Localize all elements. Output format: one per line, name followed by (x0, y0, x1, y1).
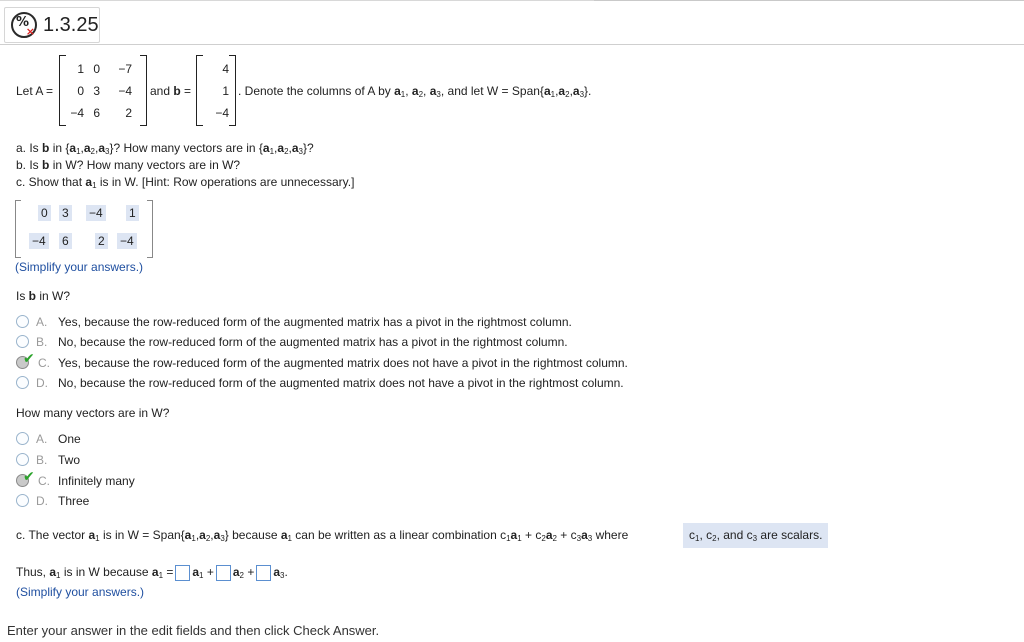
q1-option-b-radio[interactable] (16, 335, 29, 348)
let-a-label: Let A = (16, 84, 54, 98)
q1-option-d-radio[interactable] (16, 376, 29, 389)
matrix-a-cell: 0 (93, 62, 100, 76)
q2-option-letter: D. (36, 494, 48, 508)
q1-option-d-text[interactable]: No, because the row-reduced form of the augmented matrix does not have a pivot in the rightmost column. (58, 376, 624, 390)
augmented-cell: −4 (29, 233, 49, 249)
augmented-cell: 2 (95, 233, 108, 249)
q2-option-a-radio[interactable] (16, 432, 29, 445)
q2-option-d-text[interactable]: Three (58, 494, 90, 508)
matrix-a-cell: 1 (77, 62, 84, 76)
q1-option-letter: A. (36, 315, 48, 329)
augmented-cell: −4 (117, 233, 137, 249)
vector-b (196, 55, 236, 126)
q1-option-letter: C. (38, 356, 50, 370)
q2-option-d-radio[interactable] (16, 494, 29, 507)
q1-option-a-text[interactable]: Yes, because the row-reduced form of the augmented matrix has a pivot in the rightmost column. (58, 315, 572, 329)
scalars-note: $c_1$, $c_2$, and $c_3$ are scalars. (683, 523, 828, 548)
augmented-cell: 0 (38, 205, 51, 221)
q2-option-c-text[interactable]: Infinitely many (58, 474, 135, 488)
q2-option-letter: A. (36, 432, 48, 446)
denote-columns-text: . Denote the columns of A by $a_1$, $a_2$, $a_3$, and let $W = Span\{a_1,a_2,a_3\}$. (238, 84, 592, 99)
and-b-label: and b = (150, 84, 192, 98)
q1-option-letter: B. (36, 335, 48, 349)
question-c: c. Show that $a_1$ is in W. [Hint: Row operations are unnecessary.] (16, 175, 355, 190)
footer-instruction: Enter your answer in the edit fields and then click Check Answer. (7, 623, 380, 638)
coefficient-input-3[interactable] (256, 565, 271, 581)
header-divider (0, 44, 1024, 45)
coefficient-input-2[interactable] (216, 565, 231, 581)
question-header (4, 7, 100, 43)
matrix-a-cell: −7 (118, 62, 132, 76)
q1-option-c-text[interactable]: Yes, because the row-reduced form of the augmented matrix does not have a pivot in the rightmost column. (58, 356, 628, 370)
q2-prompt: How many vectors are in W? (16, 406, 170, 420)
matrix-a (59, 55, 147, 126)
vector-b-cell: 1 (222, 84, 229, 98)
matrix-a-cell: 2 (125, 106, 132, 120)
simplify-note: (Simplify your answers.) (16, 585, 145, 599)
check-icon: ✔ (23, 351, 35, 367)
vector-b-cell: 4 (222, 62, 229, 76)
check-icon: ✔ (23, 469, 35, 485)
matrix-a-cell: −4 (118, 84, 132, 98)
question-a: a. Is b in $\{a_1,a_2,a_3\}$? How many vectors are in $\{a_1,a_2,a_3\}$? (16, 141, 314, 156)
coefficient-input-1[interactable] (175, 565, 190, 581)
part-c-statement: c. The vector $a_1$ is in $W = Span\{a_1,a_2,a_3\}$ because $a_1$ can be written as a linear combination $c_1a_1 + c_2a_2 + c_3a_3$ where (16, 528, 629, 543)
partial-credit-icon: % × (11, 12, 37, 38)
matrix-a-cell: 0 (77, 84, 84, 98)
vector-b-cell: −4 (215, 106, 229, 120)
thus-statement: Thus, $a_1$ is in W because $a_1 = a_1 + a_2 + a_3$. (16, 565, 288, 581)
q2-option-b-radio[interactable] (16, 453, 29, 466)
simplify-note: (Simplify your answers.) (15, 260, 144, 274)
augmented-cell: 6 (59, 233, 72, 249)
q1-option-letter: D. (36, 376, 48, 390)
q1-option-b-text[interactable]: No, because the row-reduced form of the augmented matrix has a pivot in the rightmost column. (58, 335, 568, 349)
question-b: b. Is b in W? How many vectors are in W? (16, 158, 241, 172)
q2-option-letter: B. (36, 453, 48, 467)
question-number: 1.3.25 (43, 13, 99, 36)
q2-option-b-text[interactable]: Two (58, 453, 81, 467)
augmented-matrix (15, 200, 153, 258)
augmented-cell: 1 (126, 205, 139, 221)
matrix-a-cell: 3 (93, 84, 100, 98)
q2-option-letter: C. (38, 474, 50, 488)
augmented-cell: −4 (86, 205, 106, 221)
matrix-a-cell: −4 (70, 106, 84, 120)
matrix-a-cell: 6 (93, 106, 100, 120)
augmented-cell: 3 (59, 205, 72, 221)
top-border-right (594, 0, 1024, 2)
q1-option-a-radio[interactable] (16, 315, 29, 328)
q2-option-a-text[interactable]: One (58, 432, 81, 446)
q1-prompt: Is b in W? (16, 289, 71, 303)
